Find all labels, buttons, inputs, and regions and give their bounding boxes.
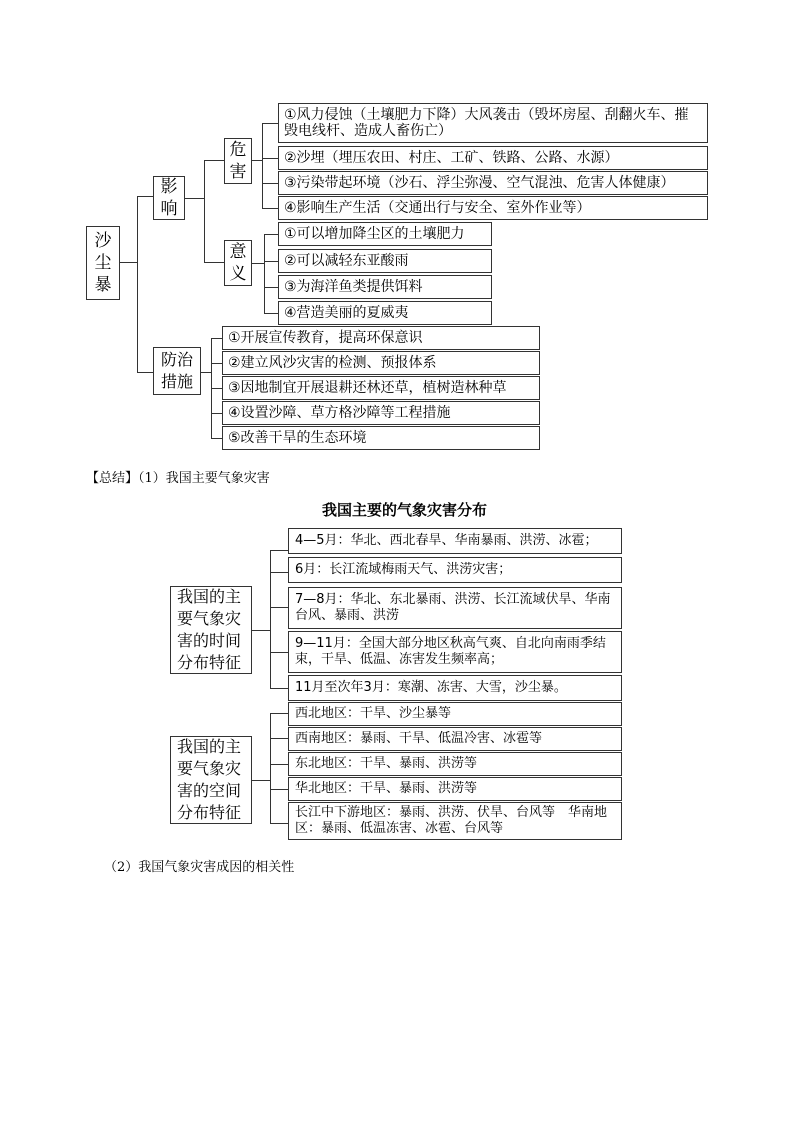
time-item-text: 4—5月：华北、西北春旱、华南暴雨、洪涝、冰雹； (295, 533, 598, 548)
prevention-item-text: ③因地制宜开展退耕还林还草，植树造林种草 (228, 379, 507, 396)
harm-item-text: ②沙埋（埋压农田、村庄、工矿、铁路、公路、水源） (284, 149, 619, 166)
connector (270, 764, 288, 765)
prevention-line: 措施 (160, 372, 193, 391)
meaning-char: 意 (229, 242, 247, 262)
harm-item-text: ④影响生产生活（交通出行与安全、室外作业等） (284, 199, 591, 216)
section-2-heading: （2）我国气象灾害成因的相关性 (104, 860, 295, 875)
time-item-text: 7—8月：华北、东北暴雨、洪涝、长江流域伏旱、华南台风、暴雨、洪涝 (295, 592, 611, 623)
harm-item-text: ①风力侵蚀（土壤肥力下降）大风袭击（毁坏房屋、刮翻火车、摧毁电线杆、造成人畜伤亡） (284, 107, 689, 139)
connector (264, 261, 278, 262)
connector (270, 713, 271, 823)
space-item-1 (288, 702, 622, 726)
space-item-text: 长江中下游地区：暴雨、洪涝、伏旱、台风等 华南地区：暴雨、低温冻害、冰雹、台风等 (295, 805, 608, 836)
space-item-text: 西南地区：暴雨、干旱、低温冷害、冰雹等 (295, 731, 543, 746)
meaning-box (224, 240, 252, 286)
harm-item-3 (278, 171, 708, 195)
time-item-1 (288, 528, 622, 554)
connector (204, 160, 224, 161)
root-char: 尘 (94, 253, 112, 273)
space-item-3 (288, 752, 622, 776)
prevention-box (153, 347, 201, 395)
connector (262, 183, 278, 184)
connector (262, 208, 278, 209)
prevention-item-3 (222, 376, 540, 400)
harm-char: 危 (229, 140, 247, 160)
connector (137, 196, 138, 372)
time-feature-box (170, 586, 252, 674)
space-item-text: 东北地区：干旱、暴雨、洪涝等 (295, 756, 478, 771)
connector (211, 338, 222, 339)
time-item-text: 9—11月：全国大部分地区秋高气爽、自北向南雨季结束，干旱、低温、冻害发生频率高； (295, 636, 606, 667)
connector (252, 780, 270, 781)
connector (211, 363, 222, 364)
prevention-item-1 (222, 326, 540, 350)
influence-box (153, 176, 185, 220)
connector (270, 607, 288, 608)
prevention-item-text: ④设置沙障、草方格沙障等工程措施 (228, 404, 451, 421)
prevention-line: 防治 (160, 350, 193, 369)
space-item-text: 华北地区：干旱、暴雨、洪涝等 (295, 781, 478, 796)
meaning-item-text: ②可以减轻东亚酸雨 (284, 252, 409, 269)
time-item-text: 6月：长江流域梅雨天气、洪涝灾害； (295, 562, 512, 577)
root-char: 暴 (94, 275, 112, 295)
harm-item-4 (278, 196, 708, 220)
prevention-item-text: ②建立风沙灾害的检测、预报体系 (228, 354, 437, 371)
connector (211, 413, 222, 414)
connector (252, 630, 270, 631)
meaning-item-text: ④营造美丽的夏威夷 (284, 304, 409, 321)
connector (270, 550, 288, 551)
connector (270, 738, 288, 739)
meaning-item-2 (278, 249, 492, 273)
connector (137, 196, 153, 197)
connector (270, 688, 288, 689)
prevention-item-text: ⑤改善干旱的生态环境 (228, 429, 367, 446)
connector (262, 123, 263, 209)
time-item-5 (288, 675, 622, 701)
meaning-item-1 (278, 222, 492, 246)
connector (137, 372, 153, 373)
time-item-2 (288, 557, 622, 583)
connector (270, 550, 271, 688)
harm-item-text: ③污染带起环境（沙石、浮尘弥漫、空气混浊、危害人体健康） (284, 174, 675, 191)
harm-item-2 (278, 146, 708, 170)
connector (264, 234, 278, 235)
root-box-sandstorm (86, 226, 120, 300)
time-feature-label: 我国的主要气象灾害的时间分布特征 (177, 587, 242, 672)
connector (204, 160, 205, 262)
connector (201, 372, 211, 373)
connector (264, 287, 278, 288)
connector (120, 262, 138, 263)
harm-char: 害 (229, 162, 247, 182)
harm-item-1 (278, 103, 708, 143)
meaning-item-text: ③为海洋鱼类提供饵料 (284, 278, 423, 295)
prevention-item-4 (222, 401, 540, 425)
time-item-text: 11月至次年3月：寒潮、冻害、大雪，沙尘暴。 (295, 680, 567, 695)
connector (264, 234, 265, 313)
connector (270, 713, 288, 714)
space-item-4 (288, 777, 622, 801)
harm-box (224, 138, 252, 184)
connector (204, 262, 224, 263)
connector (270, 823, 288, 824)
connector (252, 160, 262, 161)
root-char: 沙 (94, 231, 112, 251)
space-item-text: 西北地区：干旱、沙尘暴等 (295, 706, 452, 721)
connector (262, 158, 278, 159)
space-feature-label: 我国的主要气象灾害的空间分布特征 (177, 737, 242, 822)
diagram-title: 我国主要的气象灾害分布 (322, 501, 488, 519)
influence-char: 影 (160, 177, 178, 197)
connector (211, 438, 222, 439)
connector (252, 263, 264, 264)
influence-char: 响 (160, 199, 178, 219)
connector (270, 652, 288, 653)
connector (270, 572, 288, 573)
time-item-4 (288, 631, 622, 673)
connector (262, 123, 278, 124)
connector (211, 388, 222, 389)
space-feature-box (170, 736, 252, 824)
meaning-item-4 (278, 301, 492, 325)
connector (270, 789, 288, 790)
meaning-char: 义 (229, 264, 247, 284)
meaning-item-3 (278, 275, 492, 299)
space-item-5 (288, 802, 622, 840)
meaning-item-text: ①可以增加降尘区的土壤肥力 (284, 225, 465, 242)
connector (264, 313, 278, 314)
prevention-item-2 (222, 351, 540, 375)
prevention-item-5 (222, 426, 540, 450)
space-item-2 (288, 727, 622, 751)
summary-heading: 【总结】（1）我国主要气象灾害 (86, 471, 270, 486)
prevention-item-text: ①开展宣传教育，提高环保意识 (228, 329, 423, 346)
time-item-3 (288, 587, 622, 629)
connector (185, 198, 204, 199)
